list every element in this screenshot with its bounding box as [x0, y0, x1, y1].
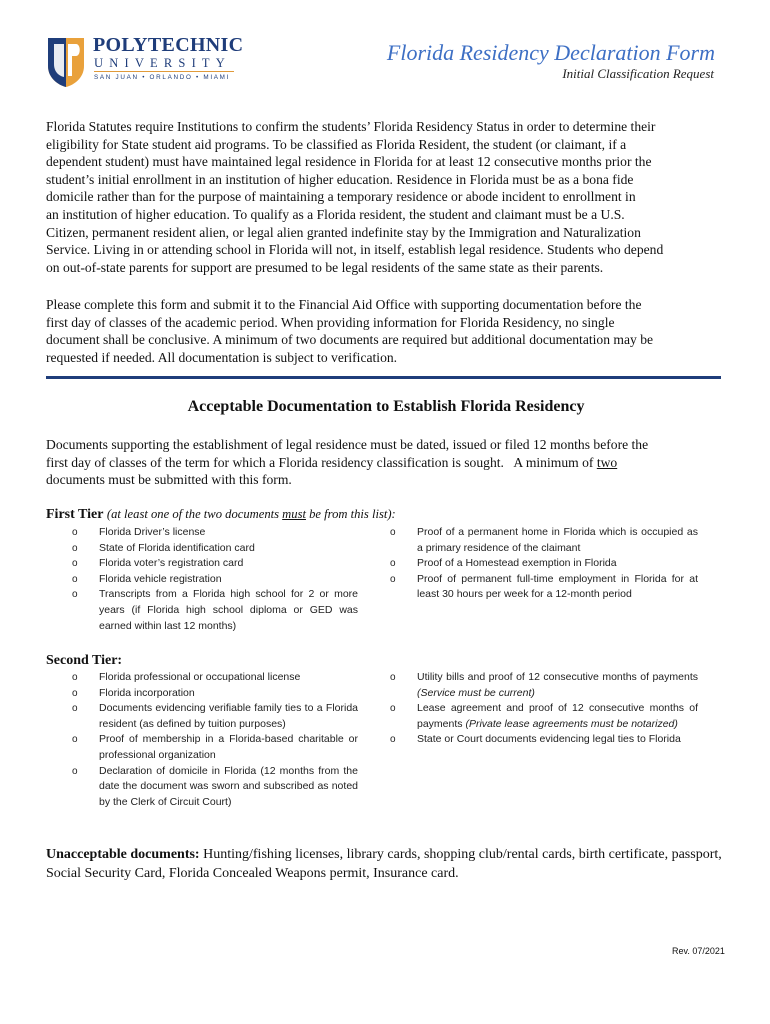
unacceptable-text: Hunting/fishing licenses, library cards, shopping club/rental cards, birth certificate, passport, Social Security Card, Florida Concealed Weapons permit, Insurance card.: [46, 847, 722, 881]
list-item: o Florida Driver’s license: [72, 526, 206, 538]
revision-date: Rev. 07/2021: [672, 946, 725, 956]
unacceptable-label: Unacceptable documents:: [46, 847, 200, 862]
list-item: o Proof of permanent full-time employment in Florida for at least 30 hours per week for a 12-month period: [390, 572, 698, 601]
list-item: o Florida voter’s registration card: [72, 557, 244, 570]
logo-subname: UNIVERSITY: [94, 56, 231, 70]
unacceptable-documents: [46, 846, 726, 883]
intro-paragraph: [46, 118, 726, 276]
list-item: o Proof of a permanent home in Florida which is occupied as a primary residence of the claimant: [390, 526, 698, 554]
section-divider: [46, 376, 721, 379]
documents-intro-line: Documents supporting the establishment of legal residence must be dated, issued or filed 12 months before the: [46, 437, 649, 452]
second-tier-title: [46, 653, 122, 669]
documents-intro-text: first day of classes of the term for which a Florida residency classification is sought. A minimum of: [46, 454, 597, 470]
documents-intro-line: documents must be submitted with this form.: [46, 472, 292, 488]
first-tier-label: First Tier: [46, 507, 104, 522]
polytechnic-shield-icon: [46, 36, 86, 88]
list-item: o Lease agreement and proof of 12 consecutive months of payments (Private lease agreements must be notarized): [390, 702, 698, 730]
instructions-line: Please complete this form and submit it to the Financial Aid Office with supporting documentation before the: [46, 297, 642, 312]
form-subtitle: Initial Classification Request: [562, 66, 714, 81]
list-item: o Florida professional or occupational license: [72, 671, 301, 683]
first-tier-note: (at least one of the two documents must be from this list):: [106, 507, 396, 521]
list-item: o Proof of membership in a Florida-based charitable or professional organization: [72, 733, 358, 761]
list-item: o State or Court documents evidencing legal ties to Florida: [390, 733, 681, 746]
intro-line: on out-of-state parents for support are presumed to be legal residents of the same state as their parents.: [46, 259, 604, 275]
form-title: Florida Residency Declaration Form: [386, 40, 715, 65]
intro-line: Florida Statutes require Institutions to confirm the students’ Florida Residency Status in order to determine their: [46, 119, 656, 134]
list-item: o Documents evidencing verifiable family ties to a Florida resident (as defined by tuition purposes): [72, 702, 358, 730]
list-item: o State of Florida identification card: [72, 541, 255, 554]
instructions-line: requested if needed. All documentation is subject to verification.: [46, 349, 398, 365]
list-item: o Declaration of domicile in Florida (12 months from the date the document was sworn and subscribed as noted by the Clerk of Circuit Court): [72, 764, 358, 808]
intro-line: student’s initial enrollment in an institution of higher education. Residence in Florida must be as a bona fide: [46, 171, 634, 187]
intro-line: an institution of higher education. To qualify as a Florida resident, the student and claimant must be a U.S.: [46, 206, 625, 222]
intro-line: Service. Living in or attending school in Florida will not, in itself, establish legal residence. Students who depend: [46, 242, 664, 258]
logo-name: POLYTECHNIC: [93, 34, 244, 56]
second-tier-right-list: [390, 670, 698, 748]
list-item: o Proof of a Homestead exemption in Florida: [390, 557, 617, 570]
list-item: o Transcripts from a Florida high school for 2 or more years (if Florida high school diploma or GED was earned within last 12 months): [72, 588, 358, 632]
logo-rule: [94, 71, 234, 72]
intro-line: eligibility for State student aid programs. To be classified as Florida Resident, the student (or claimant, if a: [46, 136, 627, 152]
documents-intro: [46, 436, 726, 489]
logo-campuses: SAN JUAN • ORLANDO • MIAMI: [94, 74, 231, 81]
first-tier-right-list: [390, 525, 698, 603]
intro-line: domicile rather than for the purpose of maintaining a temporary residence or abode incident to enrollment in: [46, 189, 636, 205]
section-heading: Acceptable Documentation to Establish Florida Residency: [187, 398, 585, 415]
list-item: o Florida vehicle registration: [72, 572, 222, 585]
first-tier-left-list: [72, 525, 358, 634]
documents-intro-line: [46, 454, 726, 472]
emphasis-two: two: [596, 454, 618, 470]
intro-line: dependent student) must have maintained legal residence in Florida for at least 12 consecutive months prior the: [46, 154, 652, 170]
university-logo: [46, 36, 246, 88]
instructions-line: document shall be conclusive. A minimum of two documents are required but additional documentation may be: [46, 332, 654, 348]
list-item: o Utility bills and proof of 12 consecutive months of payments (Service must be current): [390, 671, 698, 699]
intro-line: Citizen, permanent resident alien, or legal alien granted indefinite stay by the Immigration and Naturalization: [46, 224, 641, 240]
first-tier-title: [46, 507, 396, 523]
instructions-paragraph: [46, 296, 726, 366]
second-tier-label: Second Tier:: [46, 653, 123, 668]
list-item: o Florida incorporation: [72, 686, 195, 699]
second-tier-left-list: [72, 670, 358, 810]
instructions-line: first day of classes of the academic period. When providing information for Florida Residency, no single: [46, 314, 615, 330]
